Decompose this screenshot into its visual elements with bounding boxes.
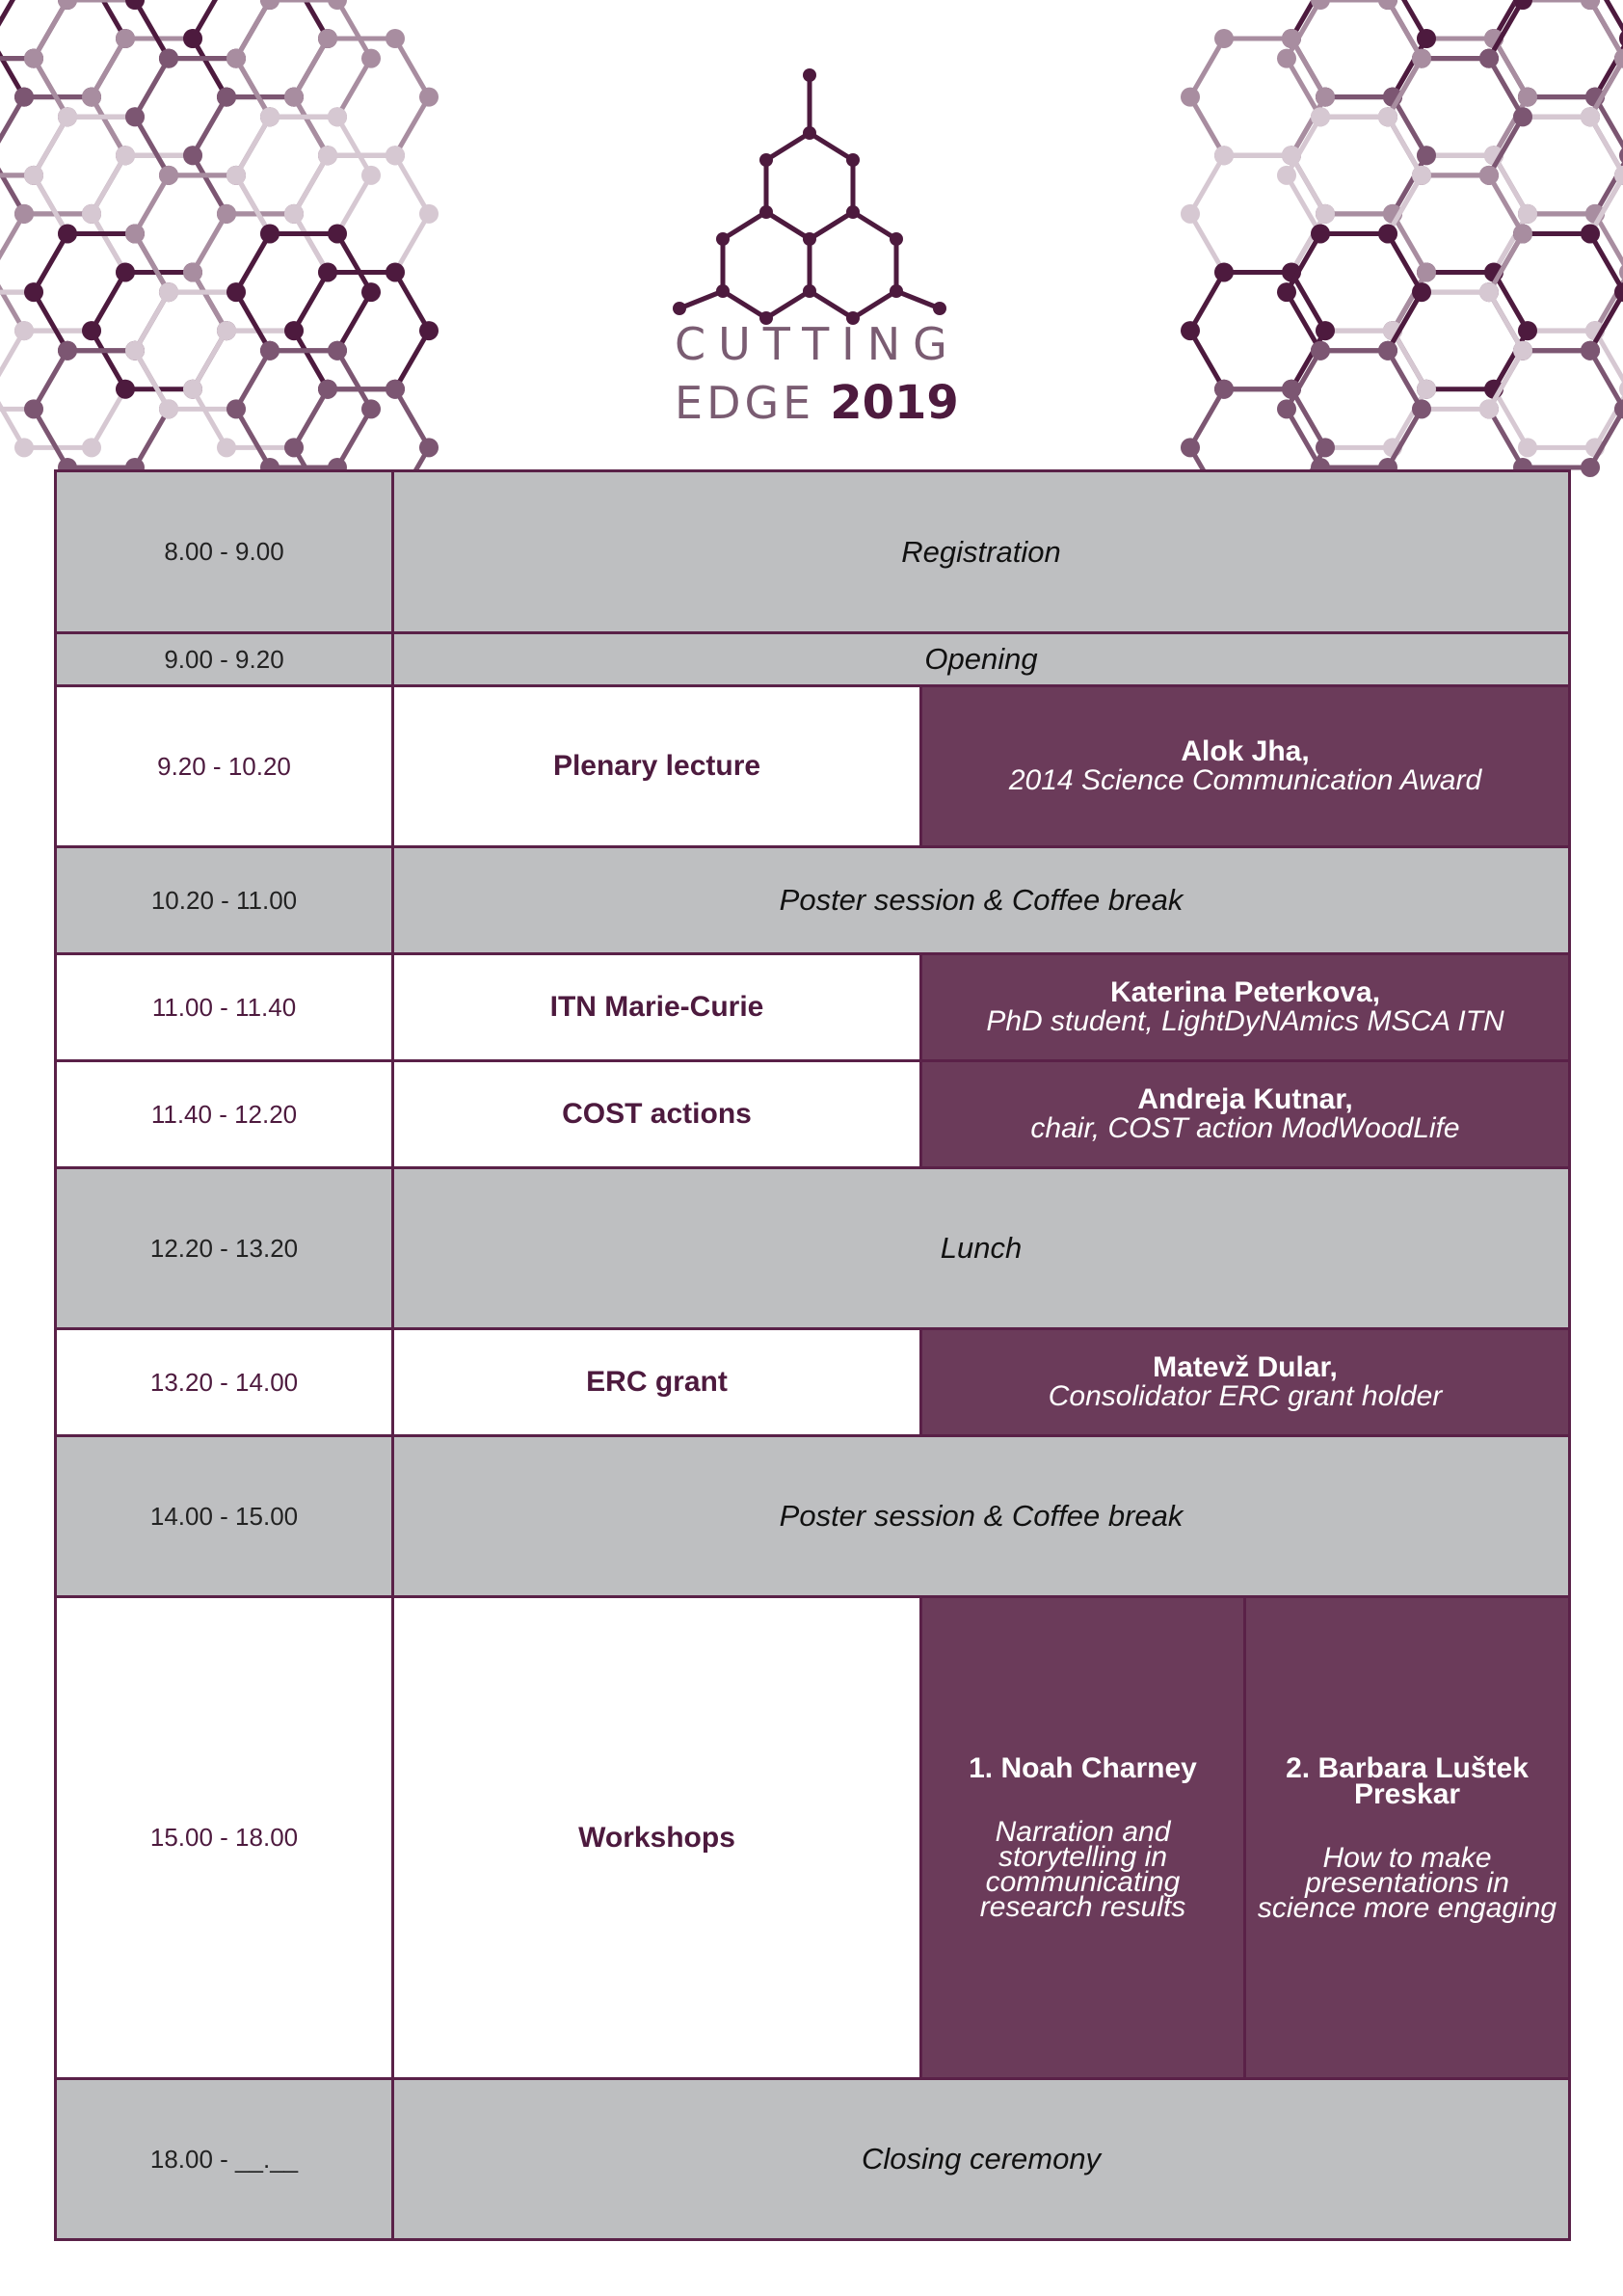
time-cell: 13.20 - 14.00	[56, 1329, 393, 1436]
speaker-role: 2014 Science Communication Award	[1008, 764, 1482, 796]
hexagon-shape	[226, 224, 381, 360]
hexagon-shape	[226, 107, 381, 243]
workshop-title: 1. Noah Charney	[969, 1752, 1197, 1784]
hexagon-shape	[183, 204, 337, 340]
event-cell	[393, 2079, 1570, 2240]
session-title: ERC grant	[586, 1366, 728, 1398]
hexagon-shape	[226, 0, 381, 126]
session-cell	[393, 1597, 921, 2079]
session-title: Plenary lecture	[552, 750, 761, 782]
hexagon-shape	[24, 107, 178, 243]
session-cell	[393, 686, 921, 847]
session-cell	[393, 1061, 921, 1168]
table-row	[56, 1329, 1570, 1436]
speaker-cell	[921, 686, 1570, 847]
hexagon-shape	[1181, 146, 1335, 281]
hexagon-shape	[82, 146, 236, 281]
speaker-name: Alok Jha,	[1181, 735, 1310, 767]
time-cell: 14.00 - 15.00	[56, 1436, 393, 1597]
hexagon-shape	[284, 262, 439, 398]
time-cell: 8.00 - 9.00	[56, 471, 393, 633]
speaker-role: Consolidator ERC grant holder	[1048, 1380, 1443, 1412]
session-cell	[393, 954, 921, 1061]
time-cell: 10.20 - 11.00	[56, 847, 393, 954]
session-cell	[393, 1329, 921, 1436]
session-title: COST actions	[562, 1098, 752, 1130]
speaker-role: PhD student, LightDyNAmics MSCA ITN	[986, 1005, 1504, 1037]
time-cell: 11.00 - 11.40	[56, 954, 393, 1061]
hexagon-shape	[125, 282, 279, 418]
schedule-table	[54, 469, 1571, 2241]
hexagon-shape	[1181, 262, 1335, 398]
hexagon-shape	[24, 0, 178, 126]
table-row	[56, 471, 1570, 633]
event-title: Closing ceremony	[861, 2142, 1102, 2176]
hexagon-shape	[284, 29, 439, 165]
event-cell	[393, 633, 1570, 686]
speaker-role: chair, COST action ModWoodLife	[1030, 1112, 1460, 1144]
table-row	[56, 633, 1570, 686]
event-cell	[393, 471, 1570, 633]
workshop-cell-2	[1245, 1597, 1570, 2079]
speaker-cell	[921, 1061, 1570, 1168]
speaker-name: Katerina Peterkova,	[1109, 976, 1381, 1008]
hexagon-shape	[183, 321, 337, 457]
hexagon-shape	[24, 341, 178, 477]
time-cell: 15.00 - 18.00	[56, 1597, 393, 2079]
hexagon-shape	[183, 88, 337, 224]
speaker-name: Andreja Kutnar,	[1137, 1083, 1353, 1115]
event-cell	[393, 1436, 1570, 1597]
table-row	[56, 686, 1570, 847]
speaker-cell	[921, 1329, 1570, 1436]
workshop-title: 2. Barbara Luštek Preskar	[1286, 1751, 1529, 1810]
event-title: Registration	[901, 534, 1061, 569]
hexagon-shape	[284, 146, 439, 281]
event-cell	[393, 1168, 1570, 1329]
event-title: Lunch	[940, 1231, 1023, 1265]
session-title: ITN Marie-Curie	[549, 991, 764, 1023]
event-title: Opening	[924, 642, 1038, 676]
event-title: Poster session & Coffee break	[779, 883, 1184, 917]
logo-line2	[675, 376, 1060, 430]
workshop-cell-1	[921, 1597, 1245, 2079]
hexagon-shape	[125, 166, 279, 302]
logo-line1: CUTTING	[675, 318, 960, 370]
hexagon-shape	[125, 49, 279, 185]
time-cell: 9.00 - 9.20	[56, 633, 393, 686]
speaker-name: Matevž Dular,	[1153, 1351, 1338, 1383]
workshop-description: How to make presentations in science more engaging	[1257, 1841, 1557, 1924]
hexagon-shape	[1181, 29, 1335, 165]
logo-year: 2019	[830, 376, 959, 430]
table-row	[56, 1436, 1570, 1597]
table-row	[56, 954, 1570, 1061]
table-row	[56, 1597, 1570, 2079]
speaker-cell	[921, 954, 1570, 1061]
session-title: Workshops	[578, 1821, 735, 1854]
hexagon-shape	[1479, 341, 1623, 477]
time-cell: 18.00 - __.__	[56, 2079, 393, 2240]
table-row	[56, 2079, 1570, 2240]
hexagon-shape	[82, 29, 236, 165]
hexagon-shape	[24, 224, 178, 360]
logo-edge: EDGE	[675, 377, 815, 429]
event-cell	[393, 847, 1570, 954]
time-cell: 9.20 - 10.20	[56, 686, 393, 847]
table-row	[56, 847, 1570, 954]
event-title: Poster session & Coffee break	[779, 1499, 1184, 1533]
time-cell: 12.20 - 13.20	[56, 1168, 393, 1329]
time-cell: 11.40 - 12.20	[56, 1061, 393, 1168]
hexagon-shape	[82, 262, 236, 398]
hexagon-shape	[226, 341, 381, 477]
workshop-description: Narration and storytelling in communicating research results	[979, 1816, 1186, 1923]
table-row	[56, 1168, 1570, 1329]
table-row	[56, 1061, 1570, 1168]
